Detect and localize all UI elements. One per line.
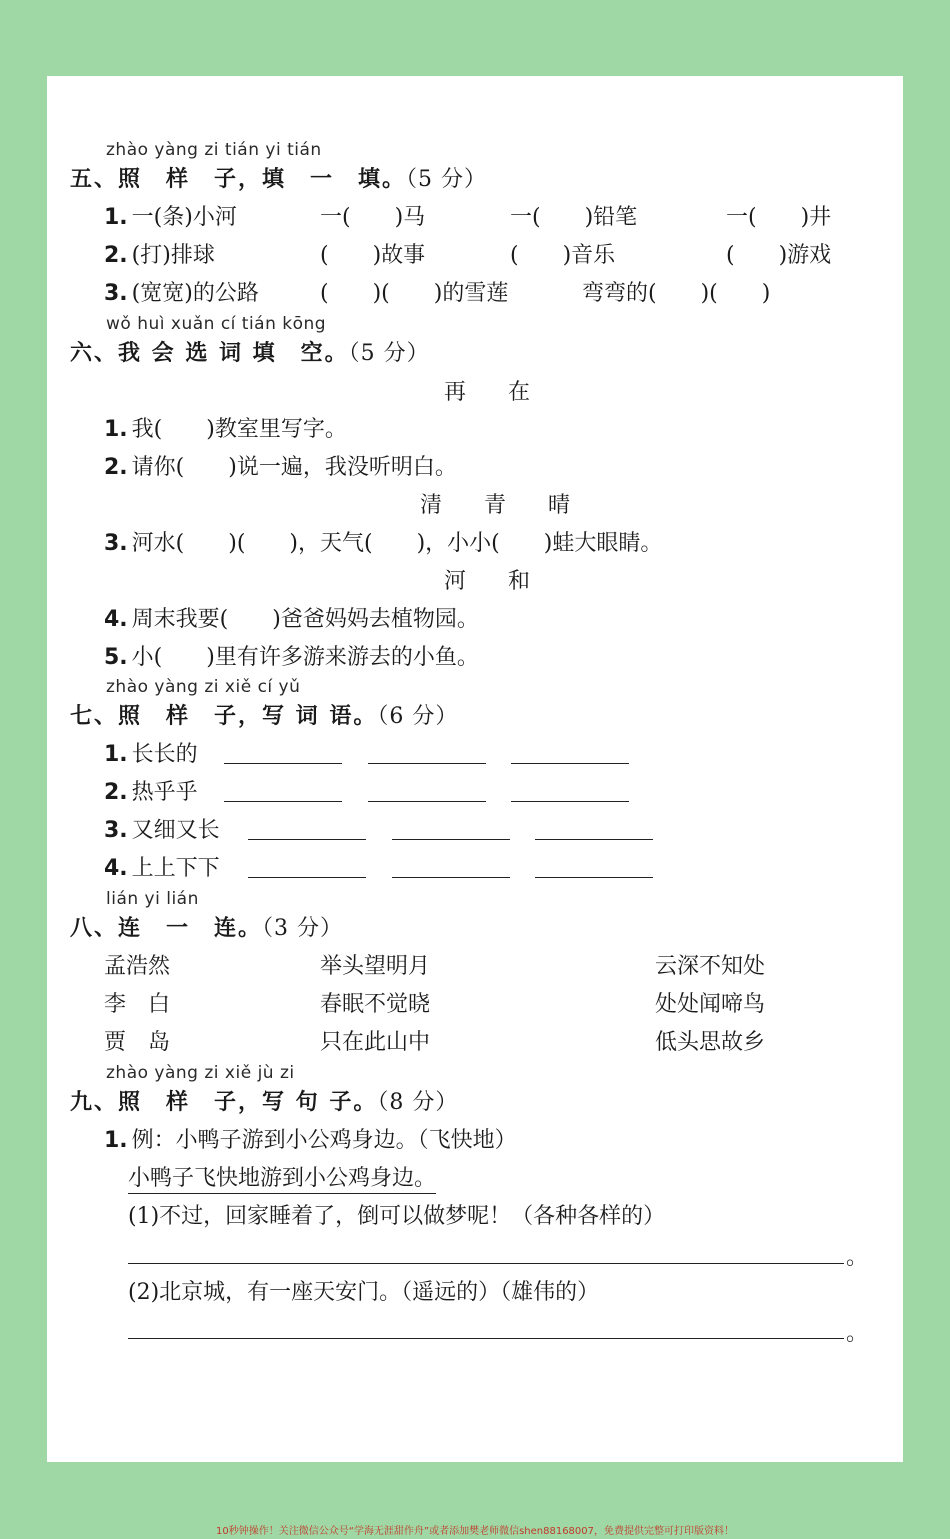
s9-pinyin: zhào yàng zi xiě jù zi	[106, 1063, 295, 1083]
s7-blank-4b[interactable]	[392, 877, 510, 878]
s9-period-2: 。	[846, 1321, 869, 1346]
s5-row3-label: 3. (宽宽)的公路	[104, 281, 259, 306]
s5-title: 五、照 样 子，填 一 填。（5 分）	[70, 166, 488, 192]
s6-word-choices-1: 再 在	[444, 380, 541, 405]
s7-item-2: 2. 热乎乎	[104, 780, 198, 805]
s8-line-b-3[interactable]: 低头思故乡	[655, 1030, 766, 1055]
s5-row3-c: 弯弯的( )( )	[582, 281, 771, 306]
s5-row1-b: 一( )马	[320, 205, 426, 230]
s8-line-b-2[interactable]: 处处闻啼鸟	[655, 992, 766, 1017]
s8-line-b-1[interactable]: 云深不知处	[655, 954, 766, 979]
s7-item-3: 3. 又细又长	[104, 818, 220, 843]
s9-example-answer: 小鸭子飞快地游到小公鸡身边。	[128, 1161, 436, 1194]
s8-poet-1[interactable]: 孟浩然	[104, 954, 171, 979]
s7-blank-1a[interactable]	[224, 763, 342, 764]
s9-question-1: (1)不过，回家睡着了，倒可以做梦呢！（各种各样的）	[128, 1204, 666, 1229]
s7-blank-4a[interactable]	[248, 877, 366, 878]
s6-word-choices-3: 河 和	[444, 569, 541, 594]
s8-line-a-1[interactable]: 举头望明月	[320, 954, 431, 979]
s8-line-a-2[interactable]: 春眠不觉晓	[320, 992, 431, 1017]
s7-blank-3b[interactable]	[392, 839, 510, 840]
s5-row2-label: 2. (打)排球	[104, 243, 215, 268]
s5-row1-c: 一( )铅笔	[510, 205, 638, 230]
s9-question-2: (2)北京城，有一座天安门。（遥远的）（雄伟的）	[128, 1280, 600, 1305]
s6-title: 六、我 会 选 词 填 空。（5 分）	[70, 340, 430, 366]
footer-note: 10秒钟操作！关注微信公众号“学海无涯甜作舟”或者添加樊老师微信shen88168007，免费提供完整可打印版资料！	[215, 1526, 735, 1537]
s7-blank-2a[interactable]	[224, 801, 342, 802]
s9-answer-line-2[interactable]	[128, 1338, 844, 1339]
s7-blank-1c[interactable]	[511, 763, 629, 764]
s7-item-4: 4. 上上下下	[104, 856, 220, 881]
s8-title: 八、连 一 连。（3 分）	[70, 915, 344, 941]
s9-example: 1. 例：小鸭子游到小公鸡身边。（飞快地）	[104, 1128, 517, 1153]
s8-poet-3[interactable]: 贾 岛	[104, 1030, 171, 1055]
s5-pinyin: zhào yàng zi tián yi tián	[106, 140, 322, 160]
s5-row2-b: ( )故事	[320, 243, 426, 268]
s7-item-1: 1. 长长的	[104, 742, 198, 767]
s6-item-1: 1. 我( )教室里写字。	[104, 417, 347, 442]
s6-word-choices-2: 清 青 晴	[420, 493, 581, 518]
s6-item-3: 3. 河水( )( )，天气( )，小小( )蛙大眼睛。	[104, 531, 663, 556]
s7-title: 七、照 样 子，写 词 语。（6 分）	[70, 703, 459, 729]
s8-line-a-3[interactable]: 只在此山中	[320, 1030, 431, 1055]
s9-period-1: 。	[846, 1245, 869, 1270]
s7-blank-2b[interactable]	[368, 801, 486, 802]
s8-pinyin: lián yi lián	[106, 889, 199, 909]
s5-row1-d: 一( )井	[726, 205, 832, 230]
s7-blank-1b[interactable]	[368, 763, 486, 764]
s5-row2-d: ( )游戏	[726, 243, 832, 268]
s9-title: 九、照 样 子，写 句 子。（8 分）	[70, 1089, 459, 1115]
s5-row3-b: ( )( )的雪莲	[320, 281, 509, 306]
s7-blank-2c[interactable]	[511, 801, 629, 802]
s6-item-2: 2. 请你( )说一遍，我没听明白。	[104, 455, 457, 480]
s5-row2-c: ( )音乐	[510, 243, 616, 268]
s7-blank-3c[interactable]	[535, 839, 653, 840]
s6-item-5: 5. 小( )里有许多游来游去的小鱼。	[104, 645, 479, 670]
s6-item-4: 4. 周末我要( )爸爸妈妈去植物园。	[104, 607, 479, 632]
s7-pinyin: zhào yàng zi xiě cí yǔ	[106, 677, 301, 697]
s5-row1-label: 1. 一(条)小河	[104, 205, 237, 230]
s7-blank-3a[interactable]	[248, 839, 366, 840]
s8-poet-2[interactable]: 李 白	[104, 992, 171, 1017]
s6-pinyin: wǒ huì xuǎn cí tián kōng	[106, 314, 327, 334]
s7-blank-4c[interactable]	[535, 877, 653, 878]
s9-answer-line-1[interactable]	[128, 1263, 844, 1264]
